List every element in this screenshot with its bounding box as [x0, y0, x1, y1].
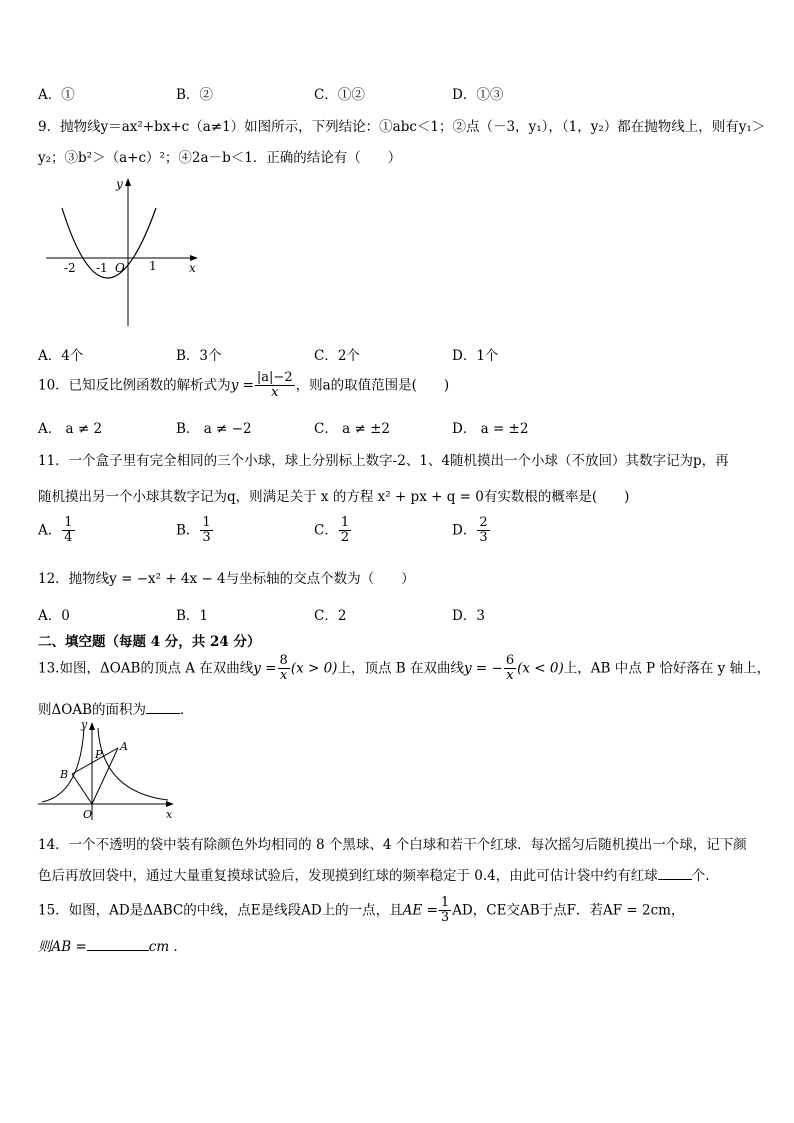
q11-option-a-label: A． [38, 522, 62, 539]
q14-line2-end: 个. [691, 868, 710, 884]
q13-eq2-cond: (x < 0) [517, 660, 564, 677]
q13-eq1-fraction [278, 654, 290, 684]
q15-fraction-den: 3 [440, 910, 450, 926]
q12-option-d: D．3 [452, 608, 485, 624]
q15-answer-blank [87, 938, 149, 951]
q11-option-b-label: B． [176, 522, 200, 539]
q13-graph-point-a: A [120, 740, 128, 753]
q15-text-part2: AD，CE交AB于点F．若AF = 2cm， [452, 902, 685, 919]
q12-option-a: A．0 [38, 608, 70, 624]
q13-eq2-num: 6 [505, 653, 515, 668]
q12-option-c: C．2 [314, 608, 347, 624]
q9-option-d: D．1个 [452, 348, 499, 364]
q13-graph-origin: O [83, 808, 93, 821]
q10-fraction-num: |a|−2 [256, 370, 293, 385]
q11-option-c-label: C． [314, 522, 338, 539]
q11-option-a-num: 1 [64, 515, 73, 530]
q13-eq1-lhs: y = [253, 660, 277, 677]
q13-graph-point-b: B [60, 768, 69, 781]
q9-option-b: B．3个 [176, 348, 222, 364]
q14-line2-text: 色后再放回袋中，通过大量重复摸球试验后，发现摸到红球的频率稳定于 0.4，由此可估计袋中约有红球 [38, 868, 658, 884]
q13-eq1-den: x [278, 668, 290, 683]
q13-answer-blank [146, 701, 180, 714]
q13-stem-line1 [38, 654, 770, 684]
q10-fraction-den: x [255, 385, 295, 400]
q13-graph-y-label: y [81, 718, 88, 731]
q11-option-b-den: 3 [202, 530, 211, 546]
q11-option-b-fraction [200, 516, 212, 546]
q15-fraction-num: 1 [440, 895, 450, 910]
q8-option-a: A．① [38, 87, 75, 103]
q9-graph-tick-neg2: -2 [64, 261, 76, 275]
q13-line2-text: 则ΔOAB的面积为 [38, 702, 146, 718]
q10-fraction [255, 371, 295, 401]
q11-stem-line1: 11．一个盒子里有完全相同的三个小球，球上分别标上数字-2、1、4随机摸出一个小球（不放回）其数字记为p，再 [38, 453, 729, 469]
q9-graph-tick-1: 1 [149, 259, 157, 273]
q11-option-d [452, 516, 491, 546]
q13-eq1-cond: (x > 0) [290, 660, 338, 677]
q10-option-c: C． a ≠ ±2 [314, 421, 390, 437]
q13-graph-x-label: x [166, 808, 173, 821]
q12-stem: 12．抛物线y = −x² + 4x − 4与坐标轴的交点个数为（ ） [38, 571, 415, 587]
q13-eq2-fraction [504, 654, 516, 684]
q10-stem-prefix: 10．已知反比例函数的解析式为 [38, 377, 231, 394]
q9-stem-line2: y₂；③b²＞（a+c）²；④2a－b＜1．正确的结论有（ ） [38, 150, 402, 166]
q15-fraction [439, 896, 451, 926]
q15-stem-line2 [38, 935, 178, 955]
q11-option-a-fraction [62, 516, 74, 546]
q9-graph-y-label: y [116, 177, 123, 191]
q13-eq1-num: 8 [279, 653, 288, 668]
q15-line2-text: 则AB = [38, 939, 87, 955]
q13-text-part2: 上，顶点 B 在双曲线 [337, 660, 464, 677]
q13-eq2-den: x [504, 668, 516, 683]
q10-stem-suffix: ，则a的取值范围是( ) [295, 377, 450, 394]
q15-stem-line1 [38, 896, 684, 926]
q13-graph-point-p: P [95, 748, 103, 761]
q10-option-d: D． a = ±2 [452, 421, 529, 437]
q8-option-c: C．①② [314, 87, 365, 103]
q13-text-part1: 13.如图，ΔOAB的顶点 A 在双曲线 [38, 660, 254, 677]
q9-stem-line1: 9．抛物线y＝ax²+bx+c（a≠1）如图所示，下列结论：①abc＜1；②点（－3，y₁），（1，y₂）都在抛物线上，则有y₁＞ [38, 119, 766, 135]
q8-option-b: B．② [176, 87, 213, 103]
q13-stem-line2 [38, 698, 194, 718]
q9-parabola-graph [44, 172, 204, 330]
q9-graph-origin: O [115, 261, 125, 275]
q15-line2-unit: cm . [148, 939, 178, 955]
q15-text-part1: 15．如图，AD是ΔABC的中线，点E是线段AD上的一点，且 [38, 902, 403, 919]
q13-text-part3: 上，AB 中点 P 恰好落在 y 轴上， [563, 660, 771, 677]
q13-hyperbola-graph [36, 716, 178, 822]
q9-graph-x-label: x [189, 261, 196, 275]
q11-option-b-num: 1 [202, 515, 211, 530]
q8-option-d: D．①③ [452, 87, 504, 103]
q11-option-d-den: 3 [479, 530, 488, 546]
q11-option-a [38, 516, 76, 546]
q10-stem [38, 371, 449, 401]
q15-eq-lhs: AE = [402, 902, 438, 919]
q14-answer-blank [658, 867, 692, 880]
q11-option-c-den: 2 [340, 530, 350, 546]
q11-option-c [314, 516, 352, 546]
section-heading-fill-blank: 二、填空题（每题 4 分，共 24 分） [38, 634, 261, 650]
q9-graph-tick-neg1: -1 [96, 261, 108, 275]
q13-line2-end: ． [180, 702, 194, 718]
q11-stem-line2: 随机摸出另一个小球其数字记为q，则满足关于 x 的方程 x² + px + q = 0有实数根的概率是( ) [38, 489, 630, 505]
q14-stem-line2 [38, 864, 710, 884]
q10-eq-lhs: y = [230, 377, 254, 394]
q11-option-c-fraction [339, 516, 351, 546]
q11-option-d-num: 2 [479, 515, 488, 530]
q10-option-a: A． a ≠ 2 [38, 421, 103, 437]
q9-option-a: A．4个 [38, 348, 84, 364]
q11-option-b [176, 516, 214, 546]
q10-option-b: B． a ≠ −2 [176, 421, 252, 437]
q11-option-d-label: D． [452, 522, 477, 539]
q11-option-a-den: 4 [64, 530, 73, 546]
q11-option-d-fraction [477, 516, 489, 546]
q12-option-b: B．1 [176, 608, 209, 624]
q11-option-c-num: 1 [340, 515, 350, 530]
q13-eq2-lhs: y = − [463, 660, 503, 677]
q9-option-c: C．2个 [314, 348, 360, 364]
q14-stem-line1: 14．一个不透明的袋中装有除颜色外均相同的 8 个黑球、4 个白球和若干个红球．每次摇匀后随机摸出一个球，记下颜 [38, 837, 747, 853]
